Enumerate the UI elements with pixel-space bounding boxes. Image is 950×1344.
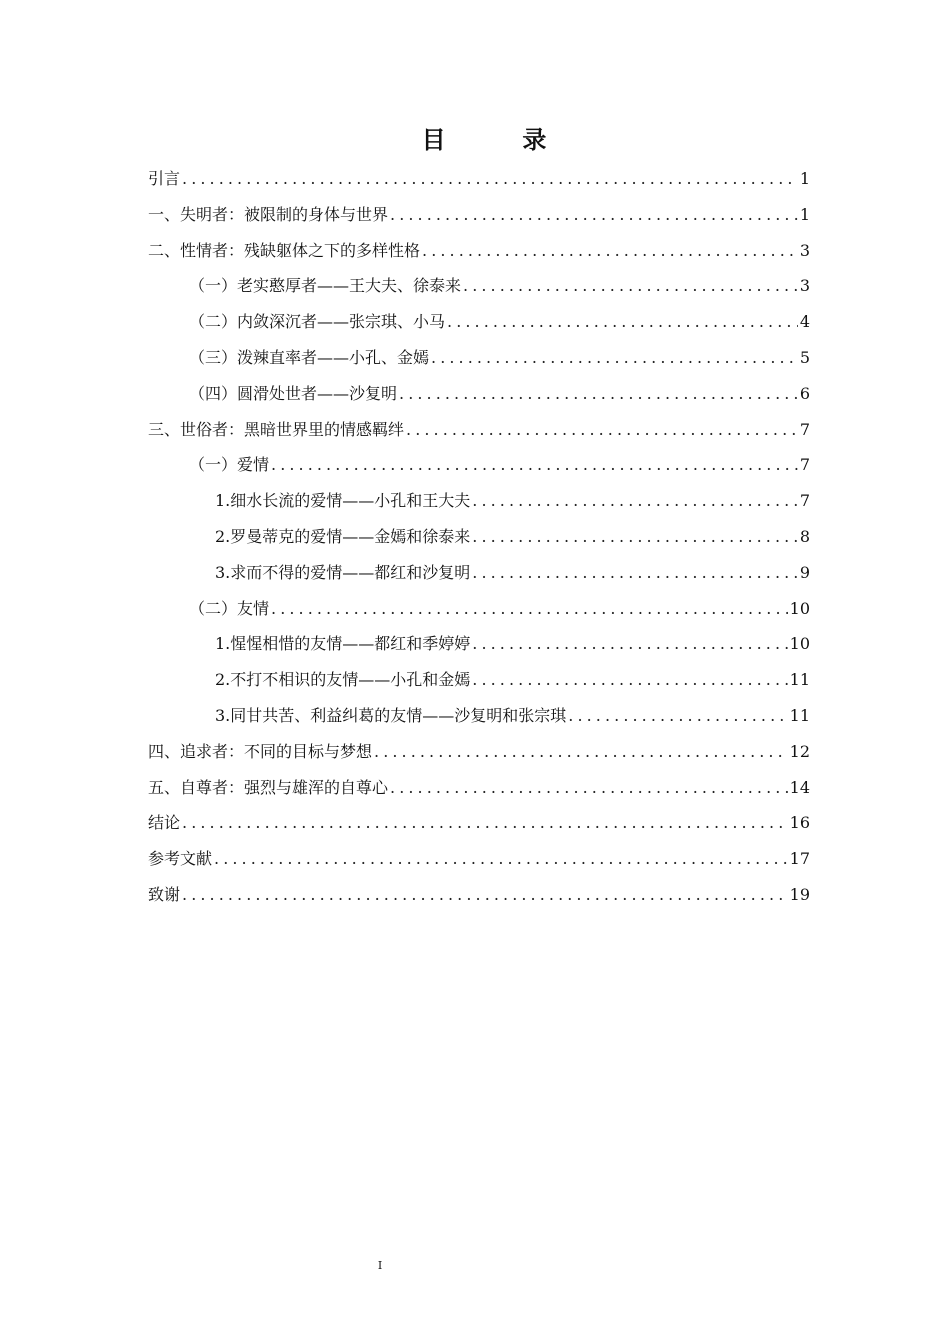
toc-entry-label: 二、性情者：残缺躯体之下的多样性格 — [148, 240, 421, 260]
toc-entry-page: 7 — [799, 491, 810, 511]
toc-entry[interactable] — [148, 877, 810, 913]
toc-entry-label: 结论 — [148, 813, 181, 833]
toc-entry-page: 11 — [789, 705, 810, 725]
toc-dot-leader — [390, 197, 798, 233]
page-number-footer: I — [377, 1259, 383, 1272]
toc-entry[interactable] — [148, 626, 810, 662]
toc-entry-page: 17 — [789, 849, 810, 869]
toc-entry-label: 四、追求者：不同的目标与梦想 — [148, 741, 373, 761]
toc-entry-page: 3 — [799, 276, 810, 296]
toc-dot-leader — [463, 268, 798, 304]
toc-entry[interactable] — [148, 340, 810, 376]
toc-entry-page: 3 — [799, 240, 810, 260]
toc-dot-leader — [182, 877, 788, 913]
toc-entry-label: 2.罗曼蒂克的爱情——金嫣和徐泰来 — [215, 526, 471, 546]
toc-entry-page: 7 — [799, 455, 810, 475]
toc-entry[interactable] — [148, 483, 810, 519]
toc-entry-label: （三）泼辣直率者——小孔、金嫣 — [189, 347, 430, 367]
toc-dot-leader — [472, 483, 798, 519]
toc-entry-label: 3.同甘共苦、利益纠葛的友情——沙复明和张宗琪 — [215, 705, 567, 725]
toc-list — [148, 161, 810, 913]
toc-entry-page: 19 — [789, 884, 810, 904]
toc-dot-leader — [431, 340, 798, 376]
toc-dot-leader — [406, 412, 798, 448]
toc-entry-page: 10 — [789, 598, 810, 618]
toc-entry-page: 12 — [789, 741, 810, 761]
toc-entry[interactable] — [148, 304, 810, 340]
toc-dot-leader — [271, 591, 788, 627]
toc-entry[interactable] — [148, 805, 810, 841]
toc-entry[interactable] — [148, 734, 810, 770]
toc-entry-page: 9 — [799, 562, 810, 582]
toc-entry-page: 5 — [799, 347, 810, 367]
toc-entry-label: （一）老实憨厚者——王大夫、徐泰来 — [189, 276, 462, 296]
toc-entry-label: 五、自尊者：强烈与雄浑的自尊心 — [148, 777, 389, 797]
toc-entry[interactable] — [148, 447, 810, 483]
toc-entry-label: 引言 — [148, 169, 181, 188]
toc-dot-leader — [422, 233, 798, 269]
toc-entry-page: 6 — [799, 383, 810, 403]
toc-dot-leader — [472, 626, 787, 662]
toc-entry[interactable] — [148, 197, 810, 233]
toc-dot-leader — [390, 770, 788, 806]
toc-entry[interactable] — [148, 519, 810, 555]
toc-entry[interactable] — [148, 412, 810, 448]
toc-dot-leader — [447, 304, 798, 340]
toc-entry-page: 8 — [799, 526, 810, 546]
toc-entry-page: 14 — [789, 777, 810, 797]
toc-entry-label: 2.不打不相识的友情——小孔和金嫣 — [215, 670, 471, 690]
toc-dot-leader — [182, 161, 798, 197]
toc-entry-page: 7 — [799, 419, 810, 439]
toc-entry-page: 1 — [799, 204, 810, 224]
toc-entry-page: 1 — [799, 169, 810, 188]
toc-entry[interactable] — [148, 268, 810, 304]
toc-entry-page: 4 — [799, 312, 810, 332]
toc-entry-label: （一）爱情 — [189, 455, 270, 475]
toc-entry-label: 3.求而不得的爱情——都红和沙复明 — [215, 562, 471, 582]
toc-dot-leader — [374, 734, 788, 770]
toc-entry-page: 10 — [789, 634, 810, 654]
toc-entry-label: 致谢 — [148, 884, 181, 904]
toc-dot-leader — [214, 841, 788, 877]
toc-entry[interactable] — [148, 161, 810, 197]
toc-dot-leader — [399, 376, 798, 412]
toc-entry-label: 一、失明者：被限制的身体与世界 — [148, 204, 389, 224]
toc-entry-label: 1.惺惺相惜的友情——都红和季婷婷 — [215, 634, 471, 654]
toc-entry-label: （四）圆滑处世者——沙复明 — [189, 383, 398, 403]
toc-entry-page: 11 — [789, 670, 810, 690]
toc-entry[interactable] — [148, 770, 810, 806]
toc-title: 目 录 — [421, 125, 567, 154]
toc-entry-label: 参考文献 — [148, 849, 213, 869]
toc-dot-leader — [568, 698, 787, 734]
toc-dot-leader — [472, 662, 787, 698]
toc-entry[interactable] — [148, 841, 810, 877]
toc-entry-page: 16 — [789, 813, 810, 833]
toc-dot-leader — [472, 555, 798, 591]
toc-entry[interactable] — [148, 662, 810, 698]
toc-entry[interactable] — [148, 233, 810, 269]
toc-entry[interactable] — [148, 555, 810, 591]
toc-entry[interactable] — [148, 698, 810, 734]
toc-dot-leader — [271, 447, 798, 483]
toc-entry-label: 三、世俗者：黑暗世界里的情感羁绊 — [148, 419, 405, 439]
toc-entry-label: 1.细水长流的爱情——小孔和王大夫 — [215, 491, 471, 511]
toc-entry[interactable] — [148, 376, 810, 412]
toc-entry-label: （二）友情 — [189, 598, 270, 618]
toc-dot-leader — [472, 519, 798, 555]
toc-entry-label: （二）内敛深沉者——张宗琪、小马 — [189, 312, 446, 332]
toc-entry[interactable] — [148, 591, 810, 627]
toc-dot-leader — [182, 805, 788, 841]
